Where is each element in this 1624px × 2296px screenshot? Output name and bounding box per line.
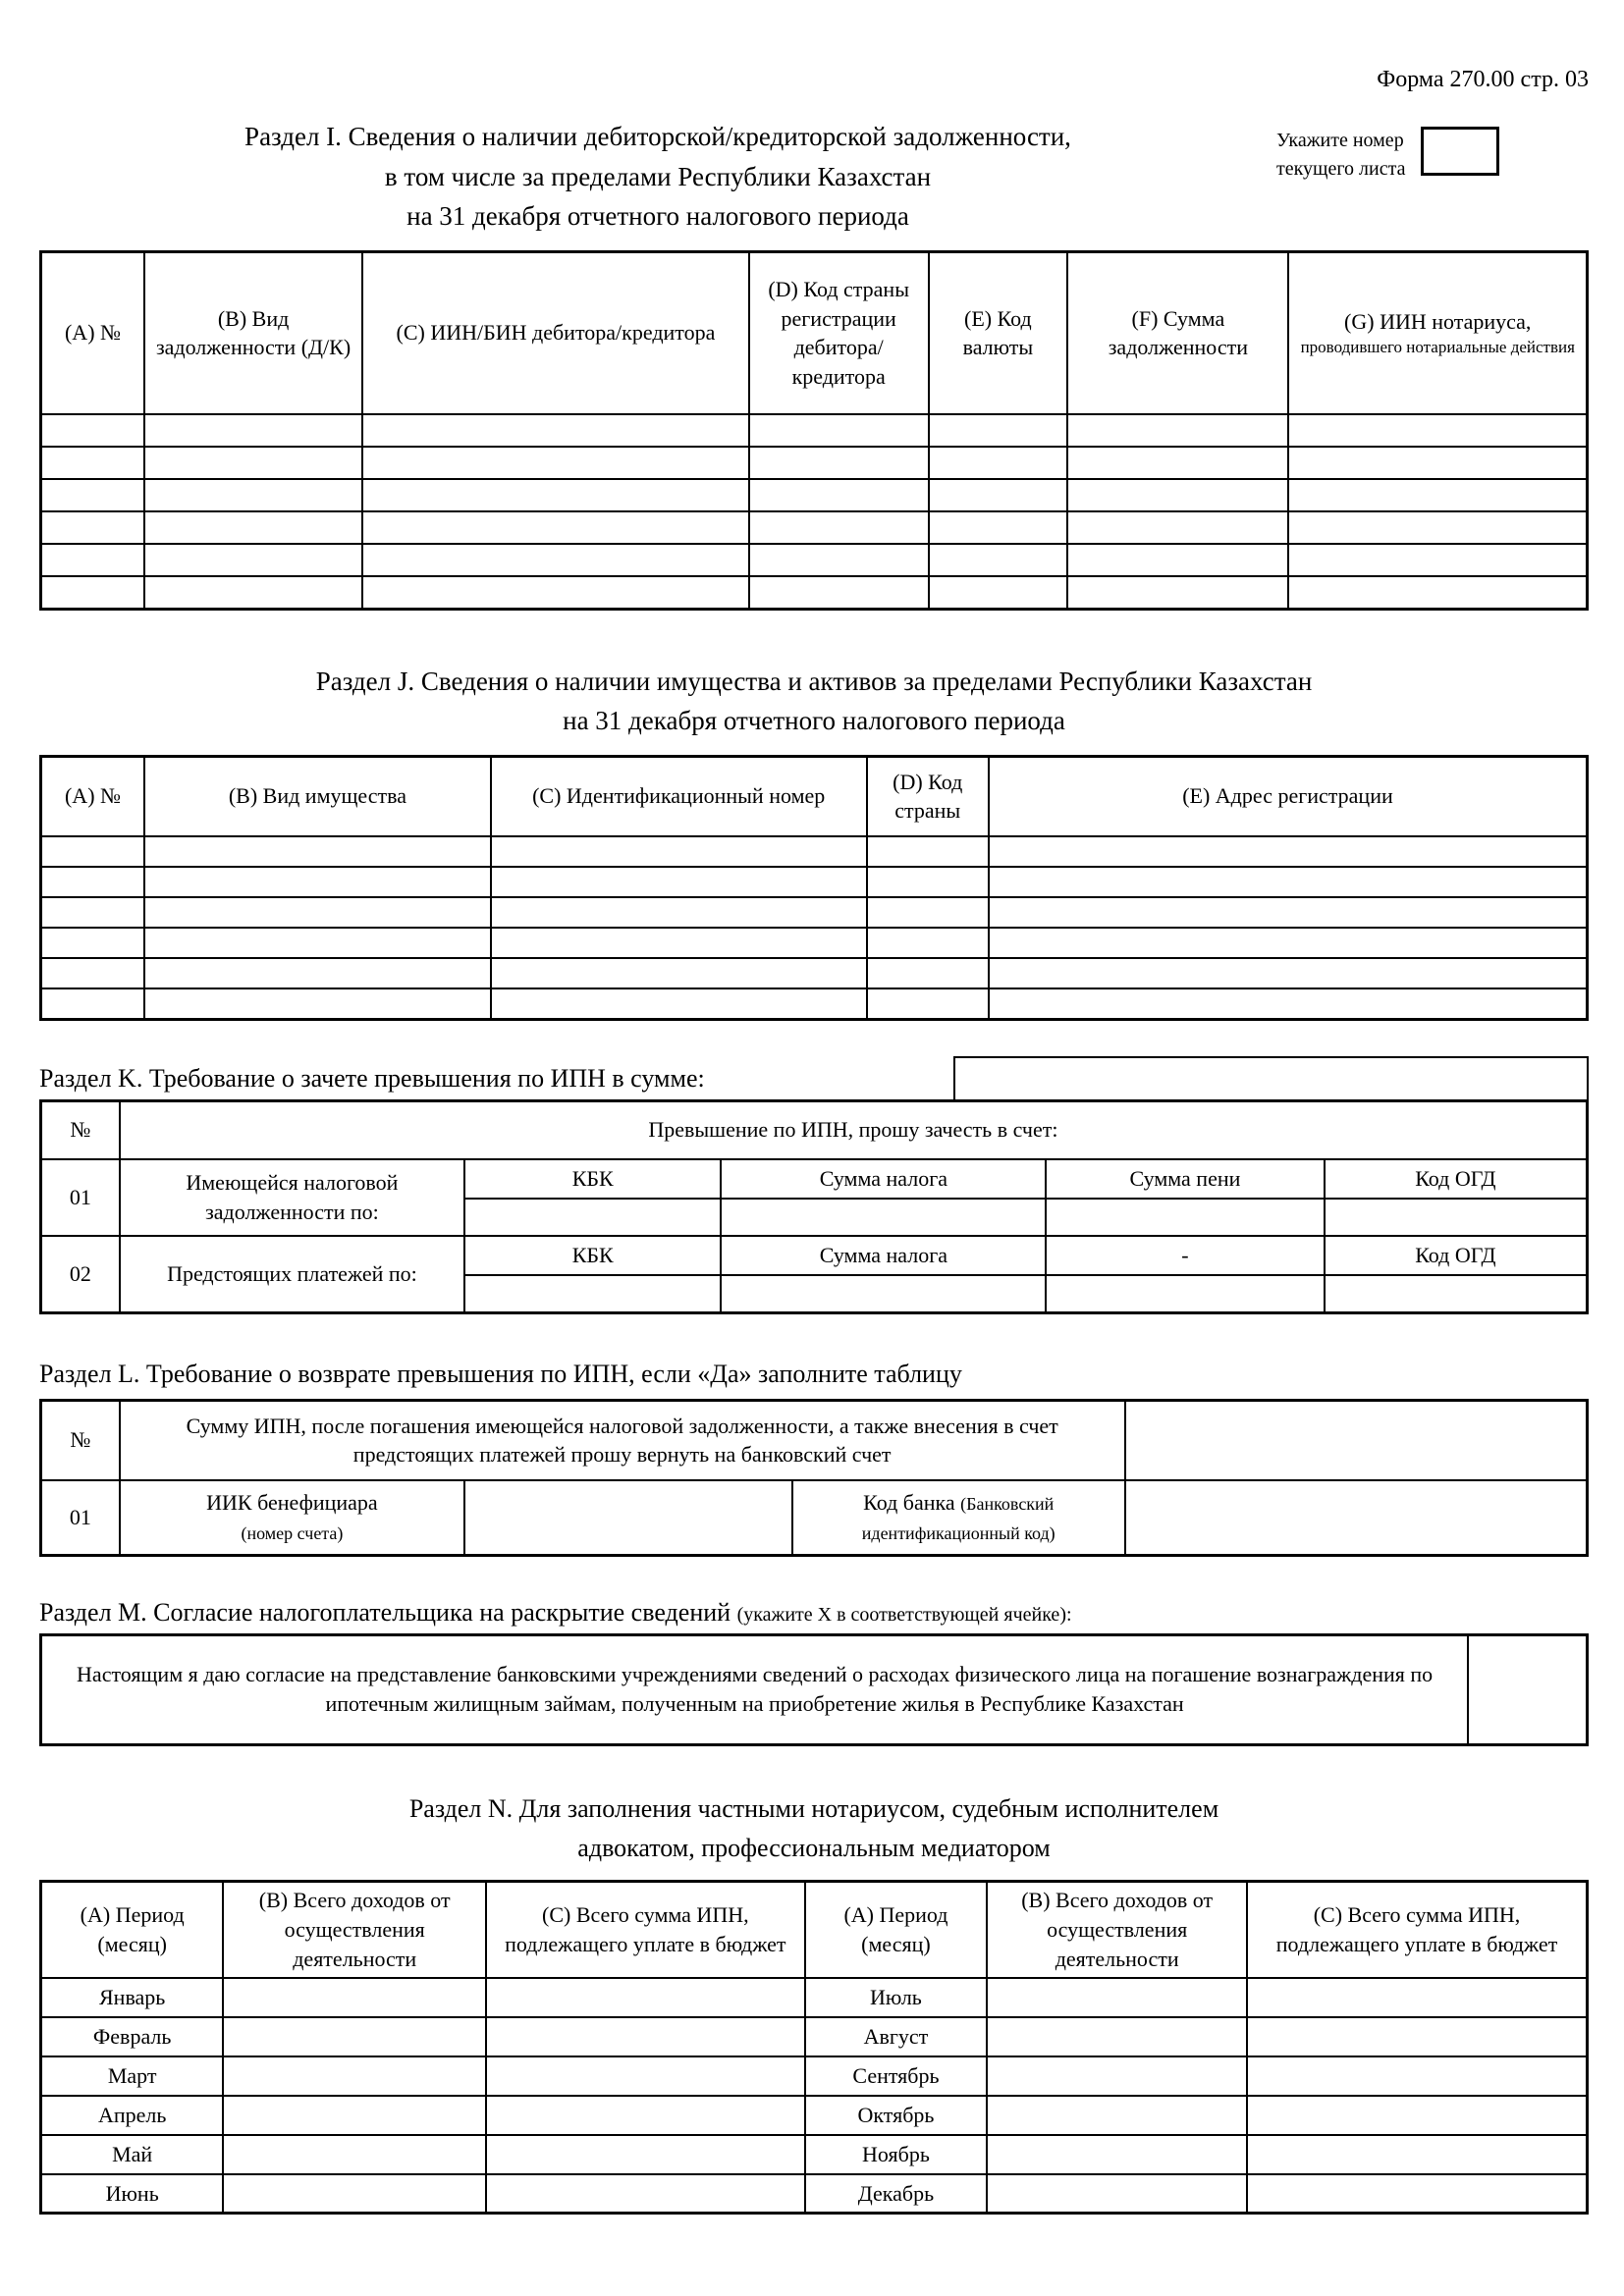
- empty-cell[interactable]: [41, 897, 145, 928]
- empty-cell[interactable]: [223, 2017, 486, 2056]
- empty-cell[interactable]: [464, 1275, 721, 1312]
- table-row: [41, 544, 1588, 576]
- empty-cell[interactable]: [362, 576, 749, 609]
- empty-cell[interactable]: [41, 928, 145, 958]
- subcolumn-header-dash: -: [1046, 1236, 1325, 1275]
- empty-cell[interactable]: [362, 479, 749, 511]
- empty-cell[interactable]: [41, 576, 145, 609]
- section-k-title: Раздел K. Требование о зачете превышения по ИПН в сумме:: [39, 1063, 705, 1093]
- empty-cell[interactable]: [144, 479, 362, 511]
- subcolumn-header-tax-sum: Сумма налога: [721, 1159, 1046, 1199]
- table-row: [41, 479, 1588, 511]
- empty-cell[interactable]: [491, 958, 867, 988]
- empty-cell[interactable]: [749, 544, 929, 576]
- bank-code-label: [792, 1480, 1125, 1555]
- empty-cell[interactable]: [1288, 479, 1587, 511]
- month-cell: Октябрь: [805, 2096, 988, 2135]
- table-row: [41, 897, 1588, 928]
- month-cell: Ноябрь: [805, 2135, 988, 2174]
- empty-cell[interactable]: [362, 447, 749, 479]
- empty-cell[interactable]: [223, 1978, 486, 2017]
- beneficiary-iik-label-small: (номер счета): [241, 1522, 344, 1543]
- empty-cell[interactable]: [144, 928, 491, 958]
- empty-cell[interactable]: [1247, 2056, 1588, 2096]
- empty-cell[interactable]: [223, 2135, 486, 2174]
- table-row: [41, 2174, 1588, 2214]
- subcolumn-header-ogd-code: Код ОГД: [1325, 1236, 1588, 1275]
- empty-cell[interactable]: [1067, 447, 1288, 479]
- column-header-c: (C) Идентификационный номер: [491, 756, 867, 836]
- empty-cell[interactable]: [989, 928, 1588, 958]
- section-j-title-line: на 31 декабря отчетного налогового периода: [563, 706, 1065, 735]
- section-m-title-main: Раздел M. Согласие налогоплательщика на раскрытие сведений: [39, 1597, 737, 1627]
- month-cell: Июнь: [41, 2174, 224, 2214]
- empty-cell[interactable]: [464, 1199, 721, 1236]
- empty-cell[interactable]: [987, 2017, 1247, 2056]
- sheet-note-line: Укажите номер: [1276, 130, 1404, 151]
- column-header-c: (C) ИИН/БИН дебитора/кредитора: [362, 251, 749, 414]
- table-row: [41, 1978, 1588, 2017]
- empty-cell[interactable]: [929, 544, 1068, 576]
- table-header-row: [41, 1100, 1588, 1159]
- empty-cell[interactable]: [223, 2096, 486, 2135]
- empty-cell[interactable]: [223, 2056, 486, 2096]
- row-number: 01: [41, 1480, 120, 1555]
- empty-cell[interactable]: [929, 447, 1068, 479]
- empty-cell[interactable]: [987, 2174, 1247, 2214]
- empty-cell[interactable]: [144, 958, 491, 988]
- column-header-b: (B) Вид имущества: [144, 756, 491, 836]
- empty-cell[interactable]: [1247, 1978, 1588, 2017]
- bank-code-label-main: Код банка: [863, 1490, 961, 1516]
- column-header-income-right: (B) Всего доходов от осуществления деятельности: [987, 1882, 1247, 1978]
- row-label: Предстоящих платежей по:: [120, 1236, 464, 1312]
- table-row: [41, 958, 1588, 988]
- column-header-e: (E) Код валюты: [929, 251, 1068, 414]
- empty-cell[interactable]: [749, 576, 929, 609]
- empty-cell[interactable]: [223, 2174, 486, 2214]
- empty-cell[interactable]: [144, 544, 362, 576]
- current-sheet-number-box[interactable]: [1421, 127, 1499, 176]
- beneficiary-iik-label-main: ИИК бенефициара: [206, 1490, 378, 1516]
- k-table-header: Превышение по ИПН, прошу зачесть в счет:: [120, 1100, 1588, 1159]
- table-row: [41, 836, 1588, 867]
- empty-cell[interactable]: [749, 511, 929, 544]
- column-header-g: [1288, 251, 1587, 414]
- empty-cell[interactable]: [464, 1480, 792, 1555]
- empty-cell[interactable]: [41, 867, 145, 897]
- column-header-income-left: (B) Всего доходов от осуществления деятельности: [223, 1882, 486, 1978]
- empty-cell[interactable]: [867, 928, 989, 958]
- current-sheet-note-text: [1276, 127, 1405, 184]
- empty-cell[interactable]: [486, 2017, 804, 2056]
- empty-cell[interactable]: [144, 897, 491, 928]
- empty-cell[interactable]: [1247, 2135, 1588, 2174]
- consent-text: Настоящим я даю согласие на представление банковскими учреждениями сведений о расходах физического лица на погашение вознаграждения по ипотечным жилищным займам, полученным на приобретение жилья в Республике Казахстан: [41, 1634, 1469, 1744]
- consent-mark-cell[interactable]: [1468, 1634, 1587, 1744]
- table-row: [41, 2017, 1588, 2056]
- empty-cell[interactable]: [1247, 2174, 1588, 2214]
- empty-cell[interactable]: [486, 2096, 804, 2135]
- empty-cell[interactable]: [1067, 544, 1288, 576]
- empty-cell[interactable]: [1247, 2017, 1588, 2056]
- empty-cell[interactable]: [41, 958, 145, 988]
- month-cell: Июль: [805, 1978, 988, 2017]
- empty-cell[interactable]: [41, 414, 145, 447]
- empty-cell[interactable]: [867, 988, 989, 1019]
- column-header-g-main: (G) ИИН нотариуса,: [1344, 309, 1532, 335]
- table-row: [41, 447, 1588, 479]
- empty-cell[interactable]: [1288, 414, 1587, 447]
- section-n-title-line: адвокатом, профессиональным медиатором: [577, 1833, 1051, 1862]
- empty-cell[interactable]: [486, 2056, 804, 2096]
- empty-cell[interactable]: [1325, 1199, 1588, 1236]
- empty-cell[interactable]: [144, 576, 362, 609]
- empty-cell[interactable]: [41, 544, 145, 576]
- empty-cell[interactable]: [41, 479, 145, 511]
- section-l-title: Раздел L. Требование о возврате превышения по ИПН, если «Да» заполните таблицу: [39, 1359, 962, 1388]
- empty-cell[interactable]: [929, 479, 1068, 511]
- subcolumn-header-penalty-sum: Сумма пени: [1046, 1159, 1325, 1199]
- column-header-f: (F) Сумма задолженности: [1067, 251, 1288, 414]
- section-k-header: [39, 1056, 1589, 1099]
- empty-cell[interactable]: [41, 447, 145, 479]
- month-cell: Август: [805, 2017, 988, 2056]
- empty-cell[interactable]: [1067, 479, 1288, 511]
- empty-cell[interactable]: [144, 414, 362, 447]
- empty-cell[interactable]: [1288, 544, 1587, 576]
- column-header-ipn-left: (C) Всего сумма ИПН, подлежащего уплате в бюджет: [486, 1882, 804, 1978]
- empty-cell[interactable]: [1067, 576, 1288, 609]
- section-j-table: [39, 755, 1589, 1021]
- column-header-ipn-right: (C) Всего сумма ИПН, подлежащего уплате в бюджет: [1247, 1882, 1588, 1978]
- empty-cell[interactable]: [486, 2174, 804, 2214]
- table-row: [41, 988, 1588, 1019]
- empty-cell[interactable]: [989, 988, 1588, 1019]
- month-cell: Январь: [41, 1978, 224, 2017]
- table-row: [41, 1634, 1588, 1744]
- empty-cell[interactable]: [1067, 511, 1288, 544]
- table-row: [41, 928, 1588, 958]
- bank-code-label-small: (Банковский идентификационный код): [861, 1494, 1056, 1543]
- table-row: [41, 1159, 1588, 1199]
- empty-cell[interactable]: [1067, 414, 1288, 447]
- empty-cell[interactable]: [1046, 1199, 1325, 1236]
- empty-cell[interactable]: [144, 988, 491, 1019]
- empty-cell[interactable]: [41, 836, 145, 867]
- empty-cell[interactable]: [144, 447, 362, 479]
- section-k-table: [39, 1099, 1589, 1314]
- row-label: Имеющейся налоговой задолженности по:: [120, 1159, 464, 1236]
- empty-cell[interactable]: [867, 958, 989, 988]
- subcolumn-header-kbk: КБК: [464, 1159, 721, 1199]
- empty-cell[interactable]: [41, 988, 145, 1019]
- empty-cell[interactable]: [929, 414, 1068, 447]
- section-j-title-line: Раздел J. Сведения о наличии имущества и активов за пределами Республики Казахстан: [315, 666, 1313, 696]
- empty-cell[interactable]: [987, 1978, 1247, 2017]
- section-m-title: [39, 1598, 1589, 1628]
- section-m-table: [39, 1633, 1589, 1746]
- subcolumn-header-tax-sum: Сумма налога: [721, 1236, 1046, 1275]
- empty-cell[interactable]: [749, 414, 929, 447]
- table-header-row: [41, 251, 1588, 414]
- month-cell: Апрель: [41, 2096, 224, 2135]
- section-n-title-line: Раздел N. Для заполнения частными нотариусом, судебным исполнителем: [408, 1793, 1219, 1823]
- section-i-title-line: Раздел I. Сведения о наличии дебиторской/кредиторской задолженности,: [244, 122, 1071, 151]
- column-header-g-small: проводившего нотариальные действия: [1300, 338, 1575, 357]
- column-header-d: (D) Код страны регистрации дебитора/кредитора: [749, 251, 929, 414]
- table-row: [41, 576, 1588, 609]
- column-header-period-right: (A) Период (месяц): [805, 1882, 988, 1978]
- empty-cell[interactable]: [721, 1199, 1046, 1236]
- empty-cell[interactable]: [491, 867, 867, 897]
- empty-cell[interactable]: [144, 836, 491, 867]
- table-header-row: [41, 1882, 1588, 1978]
- section-i-title: [39, 117, 1276, 237]
- empty-cell[interactable]: [144, 867, 491, 897]
- column-header-period-left: (A) Период (месяц): [41, 1882, 224, 1978]
- table-row: [41, 511, 1588, 544]
- table-row: [41, 1236, 1588, 1275]
- number-column-header: №: [41, 1400, 120, 1480]
- subcolumn-header-ogd-code: Код ОГД: [1325, 1159, 1588, 1199]
- month-cell: Февраль: [41, 2017, 224, 2056]
- row-number: 01: [41, 1159, 120, 1236]
- empty-cell[interactable]: [362, 511, 749, 544]
- section-i-table: [39, 250, 1589, 611]
- empty-cell[interactable]: [1325, 1275, 1588, 1312]
- empty-cell[interactable]: [144, 511, 362, 544]
- return-request-text: Сумму ИПН, после погашения имеющейся налоговой задолженности, а также внесения в счет предстоящих платежей прошу вернуть на банковский счет: [120, 1400, 1125, 1480]
- table-row: [41, 867, 1588, 897]
- subcolumn-header-kbk: КБК: [464, 1236, 721, 1275]
- empty-cell[interactable]: [987, 2056, 1247, 2096]
- table-row: [41, 1400, 1588, 1480]
- empty-cell[interactable]: [491, 897, 867, 928]
- empty-cell[interactable]: [41, 511, 145, 544]
- section-n-title: [39, 1789, 1589, 1869]
- empty-cell[interactable]: [1125, 1480, 1588, 1555]
- section-l-table: [39, 1399, 1589, 1557]
- column-header-a: (A) №: [41, 251, 145, 414]
- table-row: [41, 1480, 1588, 1555]
- number-column-header: №: [41, 1100, 120, 1159]
- table-row: [41, 2056, 1588, 2096]
- table-row: [41, 2096, 1588, 2135]
- empty-cell[interactable]: [491, 928, 867, 958]
- section-i-title-line: в том числе за пределами Республики Казахстан: [384, 161, 932, 191]
- column-header-d: (D) Код страны: [867, 756, 989, 836]
- section-j-title: [39, 662, 1589, 741]
- empty-cell[interactable]: [749, 447, 929, 479]
- empty-cell[interactable]: [1046, 1275, 1325, 1312]
- empty-cell[interactable]: [486, 2135, 804, 2174]
- empty-cell[interactable]: [362, 414, 749, 447]
- column-header-a: (A) №: [41, 756, 145, 836]
- empty-cell[interactable]: [989, 958, 1588, 988]
- ipn-offset-sum-box[interactable]: [953, 1056, 1589, 1099]
- empty-cell[interactable]: [987, 2096, 1247, 2135]
- month-cell: Май: [41, 2135, 224, 2174]
- sheet-note-line: текущего листа: [1276, 158, 1406, 180]
- current-sheet-note: [1276, 117, 1589, 184]
- empty-cell[interactable]: [749, 479, 929, 511]
- empty-cell[interactable]: [486, 1978, 804, 2017]
- column-header-b: (B) Вид задолженности (Д/К): [144, 251, 362, 414]
- empty-cell[interactable]: [867, 836, 989, 867]
- empty-cell[interactable]: [867, 867, 989, 897]
- empty-cell[interactable]: [867, 897, 989, 928]
- empty-cell[interactable]: [989, 897, 1588, 928]
- month-cell: Сентябрь: [805, 2056, 988, 2096]
- empty-cell[interactable]: [491, 988, 867, 1019]
- section-i-title-line: на 31 декабря отчетного налогового периода: [406, 201, 909, 231]
- beneficiary-iik-label: [120, 1480, 464, 1555]
- table-header-row: [41, 756, 1588, 836]
- empty-cell[interactable]: [491, 836, 867, 867]
- month-cell: Март: [41, 2056, 224, 2096]
- section-n-table: [39, 1880, 1589, 2215]
- section-i-header: [39, 117, 1589, 237]
- form-reference: Форма 270.00 стр. 03: [1377, 67, 1589, 92]
- table-row: [41, 414, 1588, 447]
- empty-cell[interactable]: [1247, 2096, 1588, 2135]
- empty-cell[interactable]: [1288, 511, 1587, 544]
- empty-cell[interactable]: [929, 511, 1068, 544]
- empty-cell[interactable]: [1125, 1400, 1588, 1480]
- month-cell: Декабрь: [805, 2174, 988, 2214]
- empty-cell[interactable]: [721, 1275, 1046, 1312]
- empty-cell[interactable]: [989, 836, 1588, 867]
- empty-cell[interactable]: [1288, 447, 1587, 479]
- empty-cell[interactable]: [362, 544, 749, 576]
- empty-cell[interactable]: [989, 867, 1588, 897]
- column-header-e: (E) Адрес регистрации: [989, 756, 1588, 836]
- table-row: [41, 2135, 1588, 2174]
- section-m-title-small: (укажите X в соответствующей ячейке):: [736, 1603, 1072, 1626]
- row-number: 02: [41, 1236, 120, 1312]
- empty-cell[interactable]: [1288, 576, 1587, 609]
- empty-cell[interactable]: [929, 576, 1068, 609]
- empty-cell[interactable]: [987, 2135, 1247, 2174]
